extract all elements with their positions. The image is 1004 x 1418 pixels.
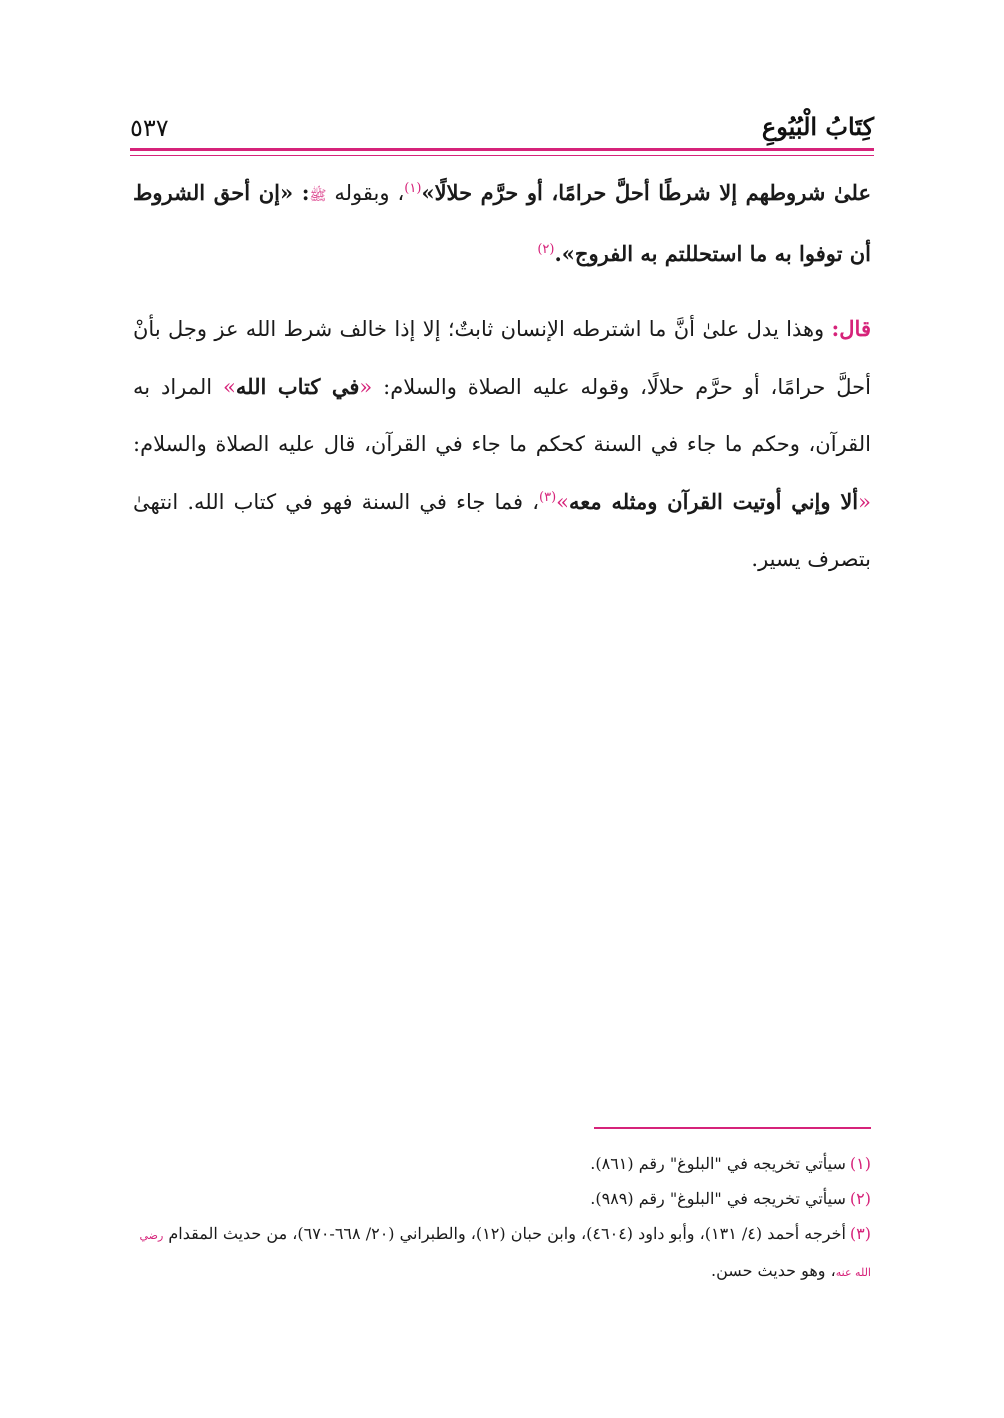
footnote-3	[133, 1216, 871, 1290]
quote-close-mark: »	[223, 375, 236, 399]
footnote-text: سيأتي تخريجه في "البلوغ" رقم (٨٦١).	[590, 1154, 846, 1173]
footnote-text: أخرجه أحمد (٤/ ١٣١)، وأبو داود (٤٦٠٤)، وابن حبان (١٢)، والطبراني (٢٠/ ٦٦٨-٦٧٠)، من حديث المقدام	[163, 1224, 846, 1243]
footnote-text: سيأتي تخريجه في "البلوغ" رقم (٩٨٩).	[590, 1189, 846, 1208]
footnote-number: (١)	[849, 1154, 871, 1173]
chapter-title: كِتَابُ الْبُيُوعِ	[761, 112, 874, 141]
paragraph-hadith-continuation	[133, 164, 871, 282]
quote-hadith: ألا وإني أوتيت القرآن ومثله معه	[569, 489, 859, 514]
salutation-glyph: ﷺ	[309, 188, 327, 204]
footnote-ref-2[interactable]: (٢)	[537, 242, 555, 257]
footnote-number: (٢)	[849, 1189, 871, 1208]
quote-open-mark: «	[858, 490, 871, 514]
para1-text-3: : «إن أحق الشروط أن توفوا به ما استحللتم به الفروج».	[133, 180, 871, 266]
footnote-number: (٣)	[849, 1224, 871, 1243]
para2-text-3: ، فما جاء في السنة فهو في كتاب الله. انتهىٰ بتصرف يسير.	[133, 490, 871, 571]
header-rule-thick	[130, 148, 874, 151]
para1-text-1: علىٰ شروطهم إلا شرطًا أحلَّ حرامًا، أو حرَّم حلالًا»	[421, 180, 871, 205]
page-number: ٥٣٧	[130, 114, 169, 142]
para2-text-2: المراد به القرآن، وحكم ما جاء في السنة كحكم ما جاء في القرآن، قال عليه الصلاة والسلام:	[133, 375, 871, 456]
header-rule-thin	[130, 155, 874, 156]
quote-close-mark: »	[556, 490, 570, 514]
footnotes	[133, 1146, 871, 1290]
quote-kitab-allah: في كتاب الله	[235, 374, 360, 399]
footnote-ref-3[interactable]: (٣)	[539, 490, 557, 505]
footnote-text-end: ، وهو حديث حسن.	[711, 1261, 836, 1280]
para1-text-2: ، وبقوله	[326, 181, 405, 205]
qal-label: قال:	[831, 316, 871, 341]
footnote-1	[133, 1146, 871, 1181]
footnote-separator	[594, 1127, 871, 1129]
footnote-ref-1[interactable]: (١)	[404, 181, 422, 196]
honorific-glyph: رضي الله عنه	[139, 1229, 871, 1279]
quote-open-mark: «	[359, 375, 373, 399]
para2-text-1: وهذا يدل علىٰ أنَّ ما اشترطه الإنسان ثابتٌ؛ إلا إذا خالف شرط الله عز وجل بأنْ أحلَّ حرامًا، أو حرَّم حلالًا، وقوله عليه الصلاة والسلام:	[133, 317, 871, 399]
paragraph-commentary	[133, 300, 871, 588]
running-header	[130, 112, 874, 152]
footnote-2	[133, 1181, 871, 1216]
